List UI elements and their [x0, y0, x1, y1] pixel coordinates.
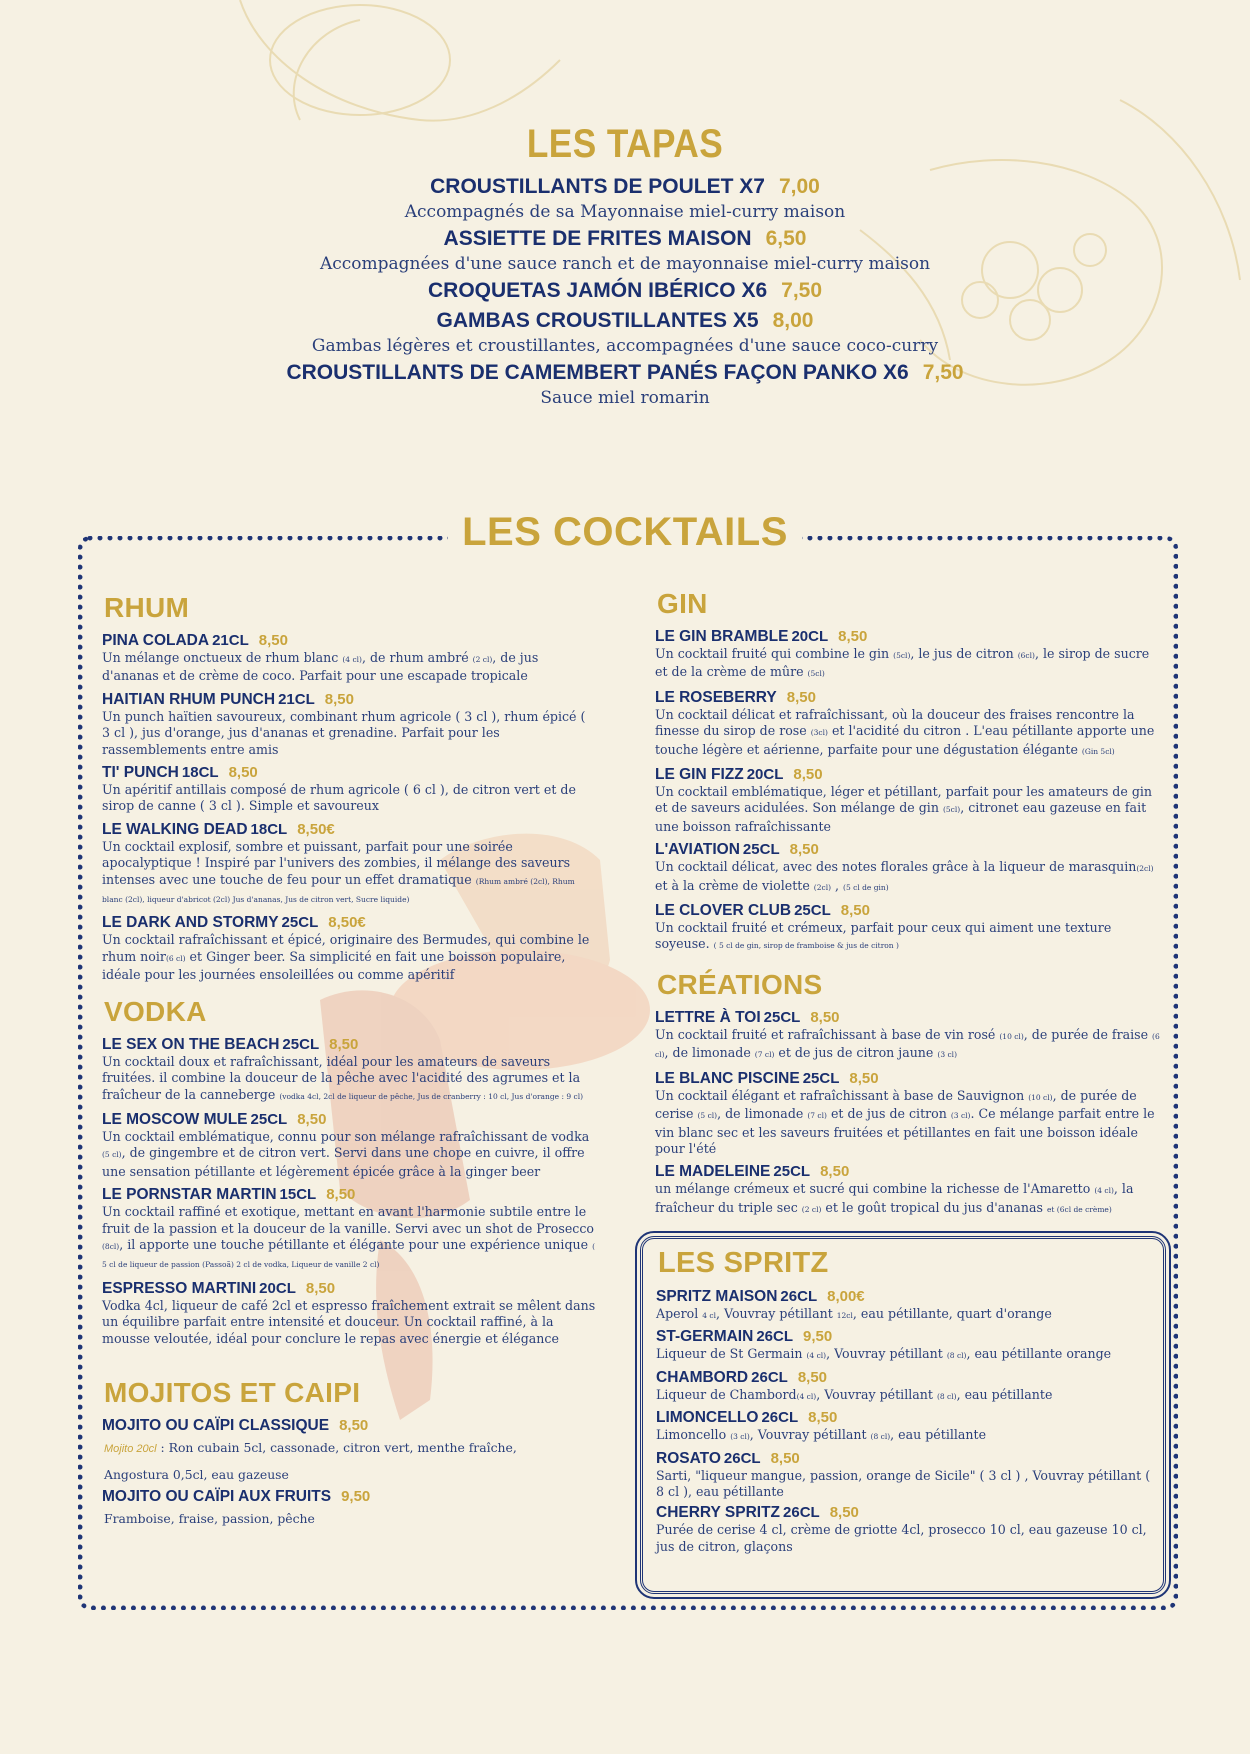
item-name: LE WALKING DEAD: [102, 820, 248, 838]
item-size: 25CL: [773, 1163, 811, 1181]
menu-item: [102, 1186, 596, 1274]
item-price: 8,50: [838, 628, 868, 645]
item-size: 21CL: [278, 690, 315, 708]
item-desc-part: et Ginger beer. Sa simplicité en fait une boisson populaire, idéale pour les journées ensoleillées ou comme apéritif: [102, 948, 566, 983]
mojitos-title: MOJITOS ET CAIPI: [104, 1376, 361, 1408]
menu-item-desc: Framboise, fraise, passion, pêche: [104, 1510, 315, 1526]
item-name: ST-GERMAIN: [656, 1328, 754, 1346]
tapas-item-name: CROUSTILLANTS DE POULET X7: [430, 175, 765, 198]
item-size: 26CL: [780, 1288, 818, 1305]
menu-item-header: [102, 1036, 596, 1054]
item-desc-part: (10 cl): [999, 1031, 1024, 1041]
rhum-title: RHUM: [104, 592, 190, 623]
item-desc-part: , le sirop de sucre et de la crème de mûre: [655, 646, 1150, 680]
spritz-title: LES SPRITZ: [658, 1247, 829, 1279]
item-desc-part: , de limonade: [664, 1045, 755, 1061]
item-desc-part: Un cocktail élégant et rafraîchissant à base de Sauvignon: [655, 1087, 1029, 1103]
tapas-item-desc: Sauce miel romarin: [540, 388, 710, 408]
item-size: 25CL: [742, 841, 780, 859]
cocktails-right-column: [655, 588, 1165, 1224]
tapas-item-price: 7,00: [778, 175, 820, 198]
menu-item-desc: [102, 650, 596, 685]
menu-item: [102, 914, 596, 983]
item-desc-part: (8cl): [102, 1241, 120, 1251]
creations-title: CRÉATIONS: [657, 968, 823, 1000]
menu-item: [102, 764, 596, 815]
item-size: 18CL: [250, 820, 288, 838]
menu-item-header: [656, 1409, 1151, 1427]
tapas-item-name: GAMBAS CROUSTILLANTES X5: [436, 309, 759, 332]
item-desc-part: et de jus de citron jaune: [774, 1045, 938, 1061]
item-desc-part: (8 cl): [870, 1432, 891, 1442]
item-price: 9,50: [341, 1487, 371, 1505]
menu-item: [656, 1328, 1151, 1364]
item-desc-part: Purée de cerise 4 cl, crème de griotte 4cl, prosecco 10 cl, eau gazeuse 10 cl, jus de citron, glaçons: [656, 1522, 1147, 1554]
item-size: 26CL: [761, 1409, 799, 1427]
item-desc-part: (6 cl): [655, 1031, 1160, 1060]
item-desc-part: Un cocktail emblématique, connu pour son mélange rafraîchissant de vodka: [102, 1128, 590, 1144]
item-desc-part: Un cocktail explosif, sombre et puissant, parfait pour une soirée apocalyptique ! Inspiré par l'univers des zombies, il mélange des saveurs intenses avec une touche de feu pour un effet dramatique: [102, 838, 571, 887]
tapas-item-price: 7,50: [781, 279, 823, 302]
item-desc-part: 12cl: [836, 1311, 853, 1320]
item-price: 8,50: [849, 1069, 879, 1087]
item-price: 8,50: [797, 1368, 828, 1386]
item-desc-part: (2 cl): [472, 655, 493, 664]
item-desc-part: . Ce mélange parfait entre le vin blanc sec et les saveurs fruitées et pétillantes en fait une boisson idéale pour l'été: [655, 1106, 1155, 1156]
item-size: 25CL: [281, 914, 319, 932]
menu-item: [102, 691, 596, 758]
tapas-item-price: 8,00: [772, 309, 814, 332]
item-desc-part: , de purée de fraise: [1023, 1026, 1153, 1042]
menu-item-header: [656, 1450, 1151, 1468]
gin-title: GIN: [657, 588, 708, 619]
item-desc-part: , de jus d'ananas et de crème de coco. Parfait pour une escapade tropicale: [102, 650, 539, 684]
creations-list: [655, 1009, 1165, 1218]
item-size: 26CL: [756, 1328, 793, 1346]
item-price: 8,50: [770, 1449, 800, 1467]
menu-item: [102, 1280, 596, 1347]
item-desc-part: Liqueur de Chambord: [656, 1386, 797, 1402]
item-price: 8,50: [789, 841, 819, 859]
item-price: 8,50: [326, 1186, 356, 1204]
item-price: 8,00€: [827, 1288, 865, 1305]
item-desc-part: (3 cl): [937, 1050, 957, 1060]
item-name: LE DARK AND STORMY: [102, 914, 279, 932]
tapas-item-desc: Gambas légères et croustillantes, accompagnées d'une sauce coco-curry: [311, 336, 939, 356]
item-desc-part: (3 cl): [730, 1432, 750, 1442]
item-name: PINA COLADA: [102, 632, 210, 649]
menu-item-desc: [655, 859, 1165, 896]
menu-item: [656, 1409, 1151, 1445]
item-size: 15CL: [279, 1186, 317, 1204]
menu-item-header: [655, 902, 1165, 920]
tapas-item-desc: Accompagnées d'une sauce ranch et de mayonnaise miel-curry maison: [319, 254, 931, 274]
item-size: 25CL: [250, 1110, 288, 1128]
item-desc-part: , eau pétillante, quart d'orange: [852, 1306, 1052, 1321]
tapas-item-desc: Accompagnés de sa Mayonnaise miel-curry maison: [404, 202, 846, 222]
item-desc-part: (vodka 4cl, 2cl de liqueur de pêche, Jus de cranberry : 10 cl, Jus d'orange : 9 cl): [279, 1091, 584, 1101]
menu-item: [102, 1111, 596, 1180]
menu-item: [655, 902, 1165, 955]
item-desc-part: , citronet eau gazeuse en fait une boisson rafraîchissante: [655, 800, 1147, 834]
item-desc-part: Aperol: [656, 1306, 703, 1321]
menu-item-desc: [656, 1387, 1151, 1405]
tapas-item-name: ASSIETTE DE FRITES MAISON: [443, 227, 752, 250]
menu-item-desc: [102, 839, 596, 909]
menu-item-header: [655, 1163, 1165, 1181]
item-desc-part: et le goût tropical du jus d'ananas: [821, 1199, 1047, 1215]
item-name: LIMONCELLO: [656, 1409, 759, 1427]
item-desc-part: Un apéritif antillais composé de rhum agricole ( 6 cl ), de citron vert et de sirop de canne ( 3 cl ). Simple et savoureux: [102, 782, 576, 814]
menu-item-desc: [656, 1346, 1151, 1364]
menu-item-desc: [102, 1298, 596, 1347]
item-desc-part: (6 cl): [165, 953, 186, 963]
tapas-item: [0, 359, 1250, 387]
item-desc-part: (Rhum ambré (2cl), Rhum blanc (2cl), liqueur d'abricot (2cl) Jus d'ananas, Jus de citron vert, Sucre liquide): [102, 876, 575, 905]
item-size: 26CL: [751, 1368, 788, 1386]
item-name: SPRITZ MAISON: [656, 1288, 778, 1305]
menu-item-desc: [102, 1204, 596, 1274]
tapas-item: [0, 277, 1250, 305]
item-price: 8,50: [228, 764, 258, 782]
menu-item-desc: [655, 784, 1165, 835]
item-desc-part: un mélange crémeux et sucré qui combine la richesse de l'Amaretto: [655, 1181, 1095, 1197]
item-desc-part: , le jus de citron: [910, 646, 1018, 661]
menu-item: [655, 628, 1165, 683]
item-price: 8,50: [820, 1163, 850, 1181]
item-desc-part: et l'acidité du citron . L'eau pétillante apporte une touche légère et aérienne, parfaite pour une dégustation élégante: [655, 723, 1155, 757]
item-size: 20CL: [791, 628, 829, 645]
menu-item-desc: [656, 1427, 1151, 1445]
menu-item-header: [655, 766, 1165, 784]
item-desc-part: , eau pétillante orange: [966, 1346, 1112, 1362]
menu-item-header: [102, 1280, 596, 1298]
tapas-item: [0, 225, 1250, 253]
menu-item: [655, 1009, 1165, 1064]
menu-item-header: [102, 691, 596, 709]
item-name: CHAMBORD: [656, 1368, 749, 1386]
tapas-title: LES TAPAS: [526, 122, 724, 166]
item-desc-part: (3 cl): [950, 1111, 971, 1121]
item-size: 25CL: [763, 1008, 801, 1026]
item-desc-part: Un cocktail rafraîchissant et épicé, originaire des Bermudes, qui combine le rhum noir: [102, 932, 590, 964]
menu-item-header: [655, 1009, 1165, 1027]
item-desc-part: (2cl): [813, 882, 832, 892]
item-desc-part: Limoncello: [656, 1427, 731, 1443]
tapas-item: [0, 307, 1250, 335]
item-desc-part: , la fraîcheur du triple sec: [655, 1181, 1134, 1215]
menu-item-header: [655, 1070, 1165, 1088]
item-desc-part: : Ron cubain 5cl, cassonade, citron vert, menthe fraîche,: [156, 1439, 517, 1455]
item-price: 8,50: [339, 1416, 369, 1434]
item-desc-part: , eau pétillante: [890, 1427, 987, 1443]
item-desc-part: (10 cl): [1028, 1092, 1053, 1102]
item-size: 18CL: [181, 764, 219, 782]
item-name: LE SEX ON THE BEACH: [102, 1035, 280, 1053]
item-desc-part: Un cocktail emblématique, léger et pétillant, parfait pour les amateurs de gin et de saveurs acidulées. Son mélange de gin: [655, 784, 1153, 816]
item-price: 8,50: [297, 1110, 327, 1128]
menu-item-desc: [655, 920, 1165, 955]
item-price: 8,50€: [328, 914, 366, 932]
menu-item-name: [102, 1417, 596, 1435]
item-desc-part: Vodka 4cl, liqueur de café 2cl et espresso fraîchement extrait se mêlent dans un équilibre parfait entre intensité et douceur. Un cocktail raffiné, à la mousse veloutée, idéal pour conclure le repas avec énergie et élégance: [102, 1297, 596, 1346]
item-desc-part: (Gin 5cl): [1081, 746, 1115, 756]
item-tag: Mojito 20cl: [104, 1442, 157, 1455]
item-name: LE ROSEBERRY: [655, 688, 777, 706]
menu-item: [655, 689, 1165, 760]
item-desc-part: , Vouvray pétillant: [716, 1306, 837, 1321]
mojitos-list: [102, 1417, 596, 1532]
item-price: 8,50: [808, 1409, 838, 1427]
item-desc-part: ( 5 cl de liqueur de passion (Passoã) 2 cl de vodka, Liqueur de vanille 2 cl): [102, 1241, 596, 1270]
menu-item-header: [655, 841, 1165, 859]
item-desc-part: ( 5 cl de gin, sirop de framboise & jus de citron ): [713, 941, 899, 951]
item-desc-part: Un punch haïtien savoureux, combinant rhum agricole ( 3 cl ), rhum épicé ( 3 cl ), jus d'orange, jus d'ananas et grenadine. Parfait pour les rassemblements entre amis: [102, 708, 586, 757]
item-desc-part: , de gingembre et de citron vert. Servi dans une chope en cuivre, il offre une sensation pétillante et légèrement épicée grâce à la ginger beer: [102, 1145, 585, 1179]
item-price: 8,50: [829, 1504, 859, 1522]
menu-item-desc: [655, 707, 1165, 760]
item-size: 25CL: [794, 902, 831, 920]
tapas-item-name: CROUSTILLANTS DE CAMEMBERT PANÉS FAÇON PANKO X6: [286, 361, 909, 384]
item-desc-part: (5cl): [807, 669, 825, 679]
item-name: LE CLOVER CLUB: [655, 902, 792, 920]
item-desc-part: 4 cl: [702, 1311, 717, 1320]
item-desc-part: (2 cl): [801, 1204, 822, 1214]
item-desc-part: (2cl): [1136, 864, 1154, 874]
item-desc-part: ,: [831, 877, 844, 893]
menu-item-desc: [656, 1306, 1151, 1324]
item-desc-part: (3cl): [810, 728, 828, 738]
item-desc-part: , Vouvray pétillant: [749, 1427, 871, 1443]
item-price: 8,50: [793, 766, 823, 784]
item-desc-part: (6cl): [1017, 651, 1035, 660]
item-desc-part: (4 cl): [342, 655, 362, 664]
item-size: 20CL: [746, 766, 784, 784]
item-desc-part: Un cocktail délicat, avec des notes florales grâce à la liqueur de marasquin: [655, 859, 1137, 875]
item-desc-part: (4 cl): [806, 1351, 827, 1361]
item-price: 8,50: [305, 1279, 336, 1297]
menu-item-desc: [656, 1468, 1151, 1501]
item-desc-part: Un cocktail fruité et rafraîchissant à base de vin rosé: [655, 1026, 1000, 1042]
cocktails-left-column: [102, 592, 596, 1532]
menu-item-header: [102, 632, 596, 650]
spritz-list: [656, 1288, 1151, 1555]
menu-item-header: [102, 764, 596, 782]
item-desc-part: , Vouvray pétillant: [816, 1386, 937, 1402]
tapas-item-name: CROQUETAS JAMÓN IBÉRICO X6: [427, 279, 768, 302]
menu-item-header: [102, 1186, 596, 1204]
item-desc-part: (4 cl): [1094, 1186, 1114, 1196]
item-name: LE MOSCOW MULE: [102, 1110, 248, 1128]
item-desc-part: (5 cl): [102, 1150, 122, 1160]
item-name: LE PORNSTAR MARTIN: [102, 1186, 277, 1204]
item-desc-part: (5 cl de gin): [843, 882, 889, 892]
menu-item-desc: [102, 1129, 596, 1180]
tapas-item: [0, 173, 1250, 201]
item-price: 8,50€: [297, 820, 335, 838]
menu-item: [656, 1504, 1151, 1555]
item-desc-part: Liqueur de St Germain: [656, 1346, 807, 1362]
item-name: ESPRESSO MARTINI: [102, 1279, 257, 1297]
item-desc-part: Angostura 0,5cl, eau gazeuse: [104, 1466, 289, 1482]
menu-item-header: [655, 689, 1165, 707]
item-name: MOJITO OU CAÏPI CLASSIQUE: [102, 1416, 330, 1434]
item-price: 8,50: [258, 632, 288, 649]
tapas-item-price: 7,50: [922, 361, 964, 384]
item-desc-part: et (6cl de crème): [1046, 1204, 1112, 1214]
item-name: MOJITO OU CAÏPI AUX FRUITS: [102, 1487, 332, 1505]
spritz-box: [640, 1236, 1166, 1594]
menu-item-header: [102, 914, 596, 932]
item-desc-part: et à la crème de violette: [655, 877, 814, 893]
item-size: 25CL: [802, 1069, 840, 1087]
item-price: 9,50: [803, 1328, 833, 1346]
menu-item: [655, 1070, 1165, 1158]
tapas-section: [0, 122, 1250, 409]
menu-item-desc: [655, 1088, 1165, 1158]
item-size: 25CL: [282, 1035, 320, 1053]
item-price: 8,50: [840, 902, 870, 920]
item-desc-part: Un cocktail fruité qui combine le gin: [655, 646, 894, 661]
menu-item-desc: [102, 709, 596, 758]
item-price: 8,50: [324, 690, 354, 708]
item-size: 26CL: [723, 1449, 761, 1467]
item-name: ROSATO: [656, 1449, 721, 1467]
menu-item-header: [656, 1328, 1151, 1346]
vodka-list: [102, 1036, 596, 1347]
item-desc-part: , de limonade: [717, 1106, 808, 1122]
tapas-item-price: 6,50: [765, 227, 807, 250]
item-desc-part: , de purée de cerise: [655, 1087, 1137, 1122]
menu-item-desc: [655, 1181, 1165, 1218]
menu-item-name: [102, 1488, 596, 1506]
item-desc-part: (7 cl): [754, 1050, 775, 1060]
menu-item: [656, 1288, 1151, 1324]
item-desc-part: (8 cl): [946, 1351, 967, 1361]
item-desc-part: (5 cl): [697, 1111, 718, 1121]
item-desc-part: Sarti, "liqueur mangue, passion, orange de Sicile" ( 3 cl ) , Vouvray pétillant ( 8 cl ), eau pétillante: [656, 1467, 1151, 1500]
item-desc-part: (7 cl): [807, 1111, 827, 1121]
item-desc-part: Un cocktail doux et rafraîchissant, idéal pour les amateurs de saveurs fruitées. il combine la douceur de la pêche avec l'acidité des agrumes et la fraîcheur de la canneberge: [102, 1053, 581, 1102]
menu-item-desc: [104, 1435, 596, 1488]
item-desc-part: , de rhum ambré: [361, 650, 473, 665]
menu-item-header: [102, 1111, 596, 1129]
item-size: 26CL: [783, 1504, 820, 1522]
item-name: TI' PUNCH: [102, 764, 179, 782]
menu-item-header: [102, 821, 596, 839]
item-price: 8,50: [810, 1008, 840, 1026]
item-name: LE BLANC PISCINE: [655, 1069, 800, 1087]
menu-item: [656, 1450, 1151, 1501]
item-name: L'AVIATION: [655, 841, 740, 859]
menu-item-header: [656, 1504, 1151, 1522]
item-desc-part: , Vouvray pétillant: [826, 1346, 947, 1362]
item-name: LETTRE À TOI: [655, 1008, 761, 1026]
item-name: LE GIN FIZZ: [655, 766, 744, 784]
vodka-title: VODKA: [104, 995, 207, 1027]
item-size: 21CL: [212, 632, 249, 649]
item-name: HAITIAN RHUM PUNCH: [102, 690, 276, 708]
item-desc-part: Un mélange onctueux de rhum blanc: [102, 650, 343, 665]
item-price: 8,50: [329, 1035, 359, 1053]
menu-item: [655, 841, 1165, 896]
item-desc-part: Un cocktail raffiné et exotique, mettant en avant l'harmonie subtile entre le fruit de la passion et la douceur de la vanille. Servi avec un shot de Prosecco: [102, 1204, 594, 1236]
menu-item-desc: [102, 932, 596, 983]
menu-item: [102, 821, 596, 909]
item-desc-part: et de jus de citron: [826, 1106, 951, 1122]
menu-item-desc: [655, 1027, 1165, 1064]
item-desc-part: Un cocktail fruité et crémeux, parfait pour ceux qui aiment une texture soyeuse.: [655, 920, 1112, 952]
item-name: LE MADELEINE: [655, 1163, 771, 1181]
menu-item: [656, 1369, 1151, 1405]
item-desc-part: Un cocktail délicat et rafraîchissant, où la douceur des fraises rencontre la finesse du sirop de rose: [655, 706, 1135, 739]
item-desc-part: , il apporte une touche pétillante et élégante pour une expérience unique: [119, 1236, 593, 1252]
menu-item-desc: [655, 646, 1165, 683]
item-desc-part: (5cl): [942, 805, 961, 815]
cocktails-title-wrap: [0, 510, 1250, 555]
item-name: LE GIN BRAMBLE: [655, 628, 789, 645]
menu-item: [102, 1036, 596, 1105]
menu-item-header: [656, 1369, 1151, 1387]
menu-item: [102, 632, 596, 685]
item-size: 20CL: [259, 1279, 296, 1297]
rhum-list: [102, 632, 596, 984]
item-desc-part: (8 cl): [936, 1391, 957, 1401]
item-desc-part: (5cl): [893, 651, 911, 660]
menu-item-desc: [102, 782, 596, 815]
menu-item-header: [656, 1288, 1151, 1306]
item-desc-part: (4 cl): [796, 1391, 817, 1401]
item-desc-part: , eau pétillante: [956, 1386, 1053, 1402]
menu-item: [655, 1163, 1165, 1218]
gin-list: [655, 628, 1165, 955]
menu-item-desc: [102, 1054, 596, 1105]
menu-item: [655, 766, 1165, 835]
item-price: 8,50: [786, 688, 816, 706]
menu-item-header: [655, 628, 1165, 646]
item-name: CHERRY SPRITZ: [656, 1504, 781, 1522]
menu-item-desc: [656, 1522, 1151, 1555]
cocktails-title: LES COCKTAILS: [448, 510, 802, 555]
